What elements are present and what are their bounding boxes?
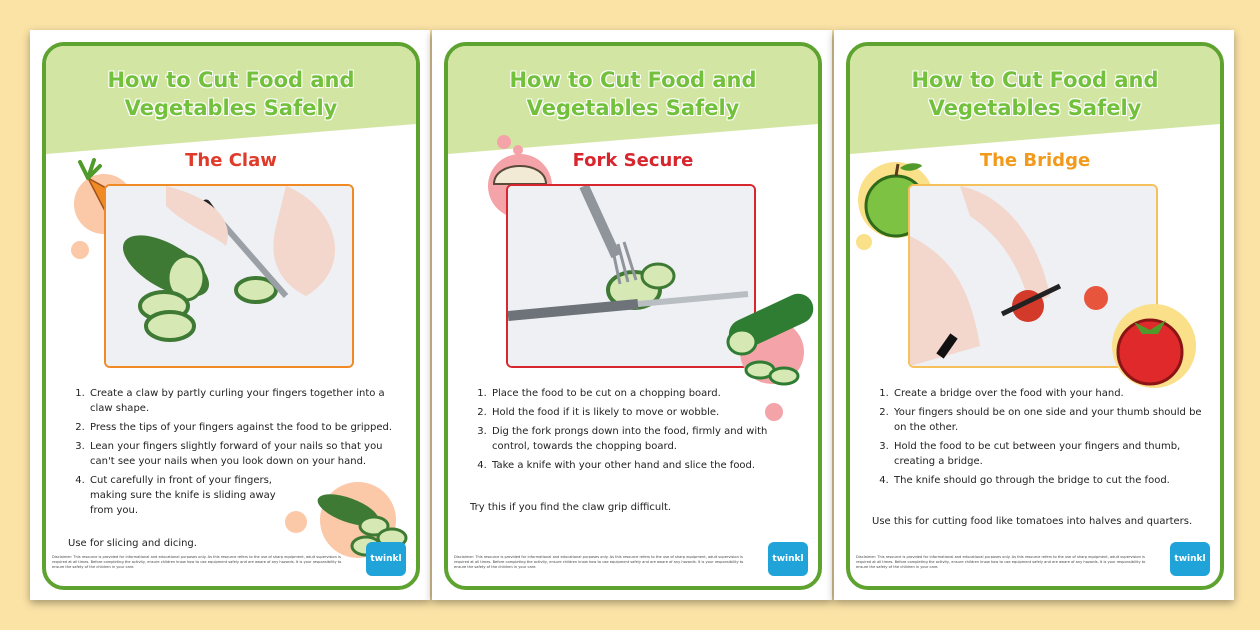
poster-fork-secure	[432, 30, 832, 600]
disclaimer: Disclaimer: This resource is provided for informational and educational purposes only. As this resource refers to the use of sharp equipment, adult supervision is required at all times. Before completing the activity, ensure children know how to use equipment safely and are aware of any hazards. It is your responsibility to ensure the safety of the children in your care.	[52, 555, 342, 569]
disclaimer: Disclaimer: This resource is provided for informational and educational purposes only. As this resource refers to the use of sharp equipment, adult supervision is required at all times. Before completing the activity, ensure children know how to use equipment safely and are aware of any hazards. It is your responsibility to ensure the safety of the children in your care.	[454, 555, 744, 569]
list-item: 4. Take a knife with your other hand and slice the food.	[490, 458, 806, 473]
poster-title: How to Cut Food and Vegetables Safely	[911, 68, 1159, 120]
technique-title: The Bridge	[979, 150, 1091, 171]
list-item: 4. The knife should go through the bridge to cut the food.	[892, 473, 1208, 488]
list-item: 3. Dig the fork prongs down into the food, firmly and with control, towards the chopping board.	[490, 424, 806, 454]
disclaimer: Disclaimer: This resource is provided for informational and educational purposes only. As this resource refers to the use of sharp equipment, adult supervision is required at all times. Before completing the activity, ensure children know how to use equipment safely and are aware of any hazards. It is your responsibility to ensure the safety of the children in your care.	[856, 555, 1146, 569]
usage-note: Use this for cutting food like tomatoes into halves and quarters.	[872, 516, 1193, 527]
list-item: 1. Create a claw by partly curling your fingers together into a claw shape.	[88, 386, 404, 416]
list-item: 1. Create a bridge over the food with your hand.	[892, 386, 1208, 401]
list-item: 2. Press the tips of your fingers against the food to be gripped.	[88, 420, 404, 435]
list-item: 4. Cut carefully in front of your fingers, making sure the knife is sliding away from you.	[88, 473, 290, 518]
poster-title: How to Cut Food and Vegetables Safely	[107, 68, 355, 120]
photo-claw-grip	[104, 184, 354, 368]
usage-note: Try this if you find the claw grip difficult.	[470, 502, 672, 513]
list-item: 2. Your fingers should be on one side and your thumb should be on the other.	[892, 405, 1208, 435]
twinkl-logo: twinkl	[1170, 542, 1210, 576]
poster-the-bridge	[834, 30, 1234, 600]
claw-photo-illustration	[106, 186, 352, 366]
poster-title: How to Cut Food and Vegetables Safely	[509, 68, 757, 120]
instruction-list	[872, 386, 1208, 492]
poster-card	[846, 42, 1224, 590]
twinkl-logo: twinkl	[366, 542, 406, 576]
technique-title: Fork Secure	[572, 150, 694, 171]
list-item: 1. Place the food to be cut on a chopping board.	[490, 386, 806, 401]
poster-card	[444, 42, 822, 590]
usage-note: Use for slicing and dicing.	[68, 538, 197, 549]
list-item: 2. Hold the food if it is likely to move or wobble.	[490, 405, 806, 420]
instruction-list	[470, 386, 806, 477]
list-item: 3. Lean your fingers slightly forward of your nails so that you can't see your nails when you look down on your hand.	[88, 439, 404, 469]
poster-the-claw	[30, 30, 430, 600]
twinkl-logo: twinkl	[768, 542, 808, 576]
list-item: 3. Hold the food to be cut between your fingers and thumb, creating a bridge.	[892, 439, 1208, 469]
technique-title: The Claw	[185, 150, 277, 171]
poster-card	[42, 42, 420, 590]
